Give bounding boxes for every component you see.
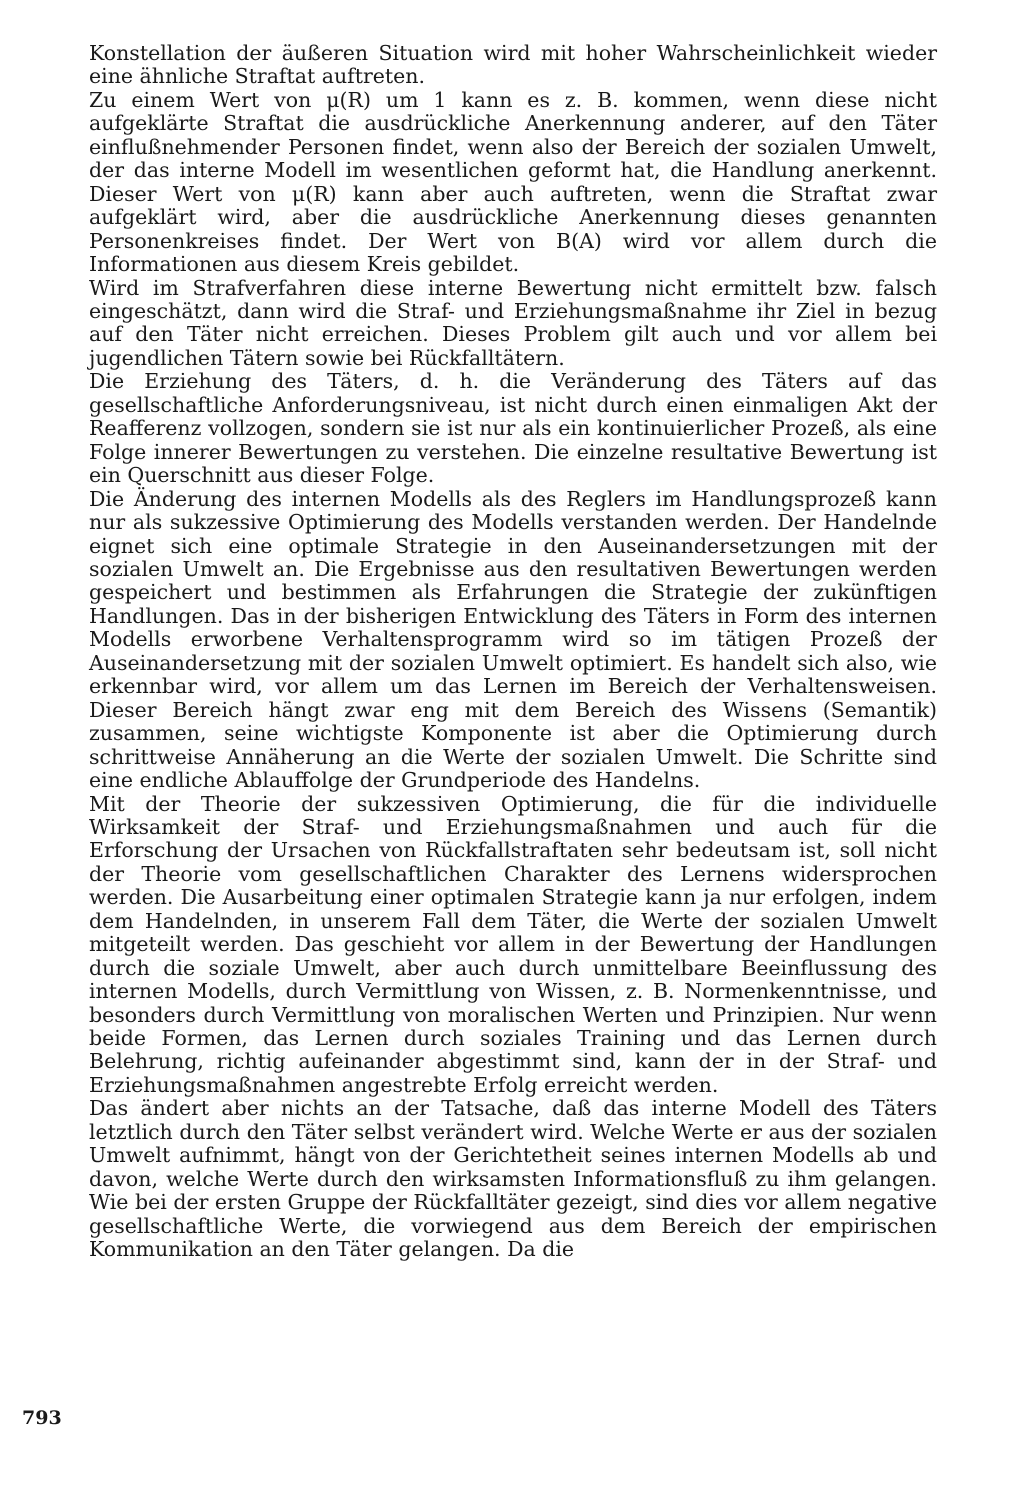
page-number: 793: [22, 1407, 62, 1429]
body-text: [89, 42, 937, 1262]
paragraph-6: Mit der Theorie der sukzessiven Optimierung, die für die individuelle Wirksamkeit der Straf- und Erziehungsmaßnahmen und auch für die Erforschung der Ursachen von Rückfallstraftaten sehr bedeutsam ist, soll nicht der Theorie vom gesellschaftlichen Charakter des Lernens widersprochen werden. Die Ausarbeitung einer optimalen Strategie kann ja nur erfolgen, indem dem Handelnden, in unserem Fall dem Täter, die Werte der sozialen Umwelt mitgeteilt werden. Das geschieht vor allem in der Bewertung der Handlungen durch die soziale Umwelt, aber auch durch unmittelbare Beeinflussung des internen Modells, durch Vermittlung von Wissen, z. B. Normenkenntnisse, und besonders durch Vermittlung von moralischen Werten und Prinzipien. Nur wenn beide Formen, das Lernen durch soziales Training und das Lernen durch Belehrung, richtig aufeinander abgestimmt sind, kann der in der Straf- und Erziehungsmaßnahmen angestrebte Erfolg erreicht werden.: [89, 791, 937, 1097]
paragraph-2: Zu einem Wert von μ(R) um 1 kann es z. B. kommen, wenn diese nicht aufgeklärte Straftat die ausdrückliche Anerkennung anderer, auf den Täter einflußnehmender Personen findet, wenn also der Bereich der sozialen Umwelt, der das interne Modell im wesentlichen geformt hat, die Handlung anerkennt. Dieser Wert von μ(R) kann aber auch auftreten, wenn die Straftat zwar aufgeklärt wird, aber die ausdrückliche Anerkennung dieses genannten Personenkreises findet. Der Wert von B(A) wird vor allem durch die Informationen aus diesem Kreis gebildet.: [89, 87, 937, 277]
paragraph-4: Die Erziehung des Täters, d. h. die Veränderung des Täters auf das gesellschaftliche Anforderungsniveau, ist nicht durch einen einmaligen Akt der Reafferenz vollzogen, sondern sie ist nur als ein kontinuierlicher Prozeß, als eine Folge innerer Bewertungen zu verstehen. Die einzelne resultative Bewertung ist ein Querschnitt aus dieser Folge.: [89, 369, 937, 488]
paragraph-1: Konstellation der äußeren Situation wird mit hoher Wahrscheinlichkeit wieder eine ähnliche Straftat auftreten.: [89, 41, 937, 89]
paragraph-3: Wird im Strafverfahren diese interne Bewertung nicht ermittelt bzw. falsch eingeschätzt, dann wird die Straf- und Erziehungsmaßnahme ihr Ziel in bezug auf den Täter nicht erreichen. Dieses Problem gilt auch und vor allem bei jugendlichen Tätern sowie bei Rückfalltätern.: [89, 275, 937, 370]
paragraph-7: Das ändert aber nichts an der Tatsache, daß das interne Modell des Täters letztlich durch den Täter selbst verändert wird. Welche Werte er aus der sozialen Umwelt aufnimmt, hängt von der Gerichtetheit seines internen Modells ab und davon, welche Werte durch den wirksamsten Informationsfluß zu ihm gelangen. Wie bei der ersten Gruppe der Rückfalltäter gezeigt, sind dies vor allem negative gesellschaftliche Werte, die vorwiegend aus dem Bereich der empirischen Kommunikation an den Täter gelangen. Da die: [89, 1096, 937, 1262]
paragraph-5: Die Änderung des internen Modells als des Reglers im Handlungsprozeß kann nur als sukzessive Optimierung des Modells verstanden werden. Der Handelnde eignet sich eine optimale Strategie in den Auseinandersetzungen mit der sozialen Umwelt an. Die Ergebnisse aus den resultativen Bewertungen werden gespeichert und bestimmen als Erfahrungen die Strategie der zukünftigen Handlungen. Das in der bisherigen Entwicklung des Täters in Form des internen Modells erworbene Verhaltensprogramm wird so im tätigen Prozeß der Auseinandersetzung mit der sozialen Umwelt optimiert. Es handelt sich also, wie erkennbar wird, vor allem um das Lernen im Bereich der Verhaltensweisen. Dieser Bereich hängt zwar eng mit dem Bereich des Wissens (Semantik) zusammen, seine wichtigste Komponente ist aber die Optimierung durch schrittweise Annäherung an die Werte der sozialen Umwelt. Die Schritte sind eine endliche Ablauffolge der Grundperiode des Handelns.: [89, 486, 937, 793]
